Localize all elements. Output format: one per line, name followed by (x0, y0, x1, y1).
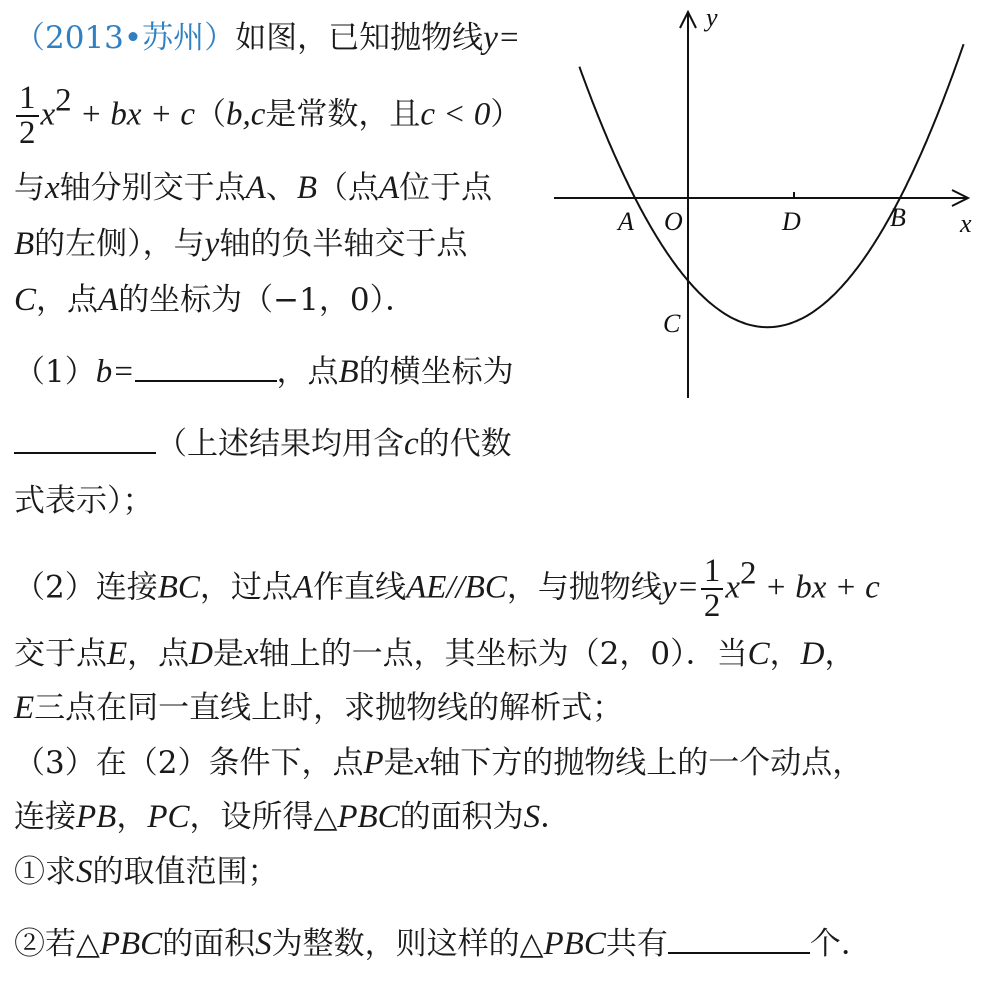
problem-line-2: $\frac{1}{2}$ $x^2$ + bx + c（b,c是常数，且c < 0） (14, 82, 521, 150)
label-x: x (960, 209, 972, 238)
answer-blank-count[interactable] (668, 948, 810, 954)
answer-blank-b[interactable] (135, 376, 277, 382)
parabola-figure (548, 0, 986, 405)
part1-line-2: （上述结果均用含c的代数 (14, 424, 512, 464)
label-a: A (618, 207, 634, 236)
problem-line-4: B的左侧），与y轴的负半轴交于点 (14, 226, 468, 262)
part3-line-1: （3）在（2）条件下，点P是x轴下方的抛物线上的一个动点， (14, 745, 864, 781)
part2-line-3: E三点在同一直线上时，求抛物线的解析式； (14, 690, 624, 726)
label-b: B (890, 203, 906, 232)
label-o: O (664, 207, 683, 236)
problem-line-3: 与x轴分别交于点A、B（点A位于点 (14, 170, 493, 206)
parabola-curve (579, 44, 963, 327)
part2-line-2: 交于点E，点D是x轴上的一点，其坐标为（2，0）．当C，D， (14, 636, 856, 672)
label-d: D (782, 207, 801, 236)
part2-line-1: （2）连接BC，过点A作直线AE//BC，与抛物线y= $\frac{1}{2}$ $x^2$ + bx + c (14, 553, 880, 624)
label-c: C (663, 309, 681, 338)
problem-source: （2013•苏州） (14, 20, 236, 56)
answer-blank-b-x[interactable] (14, 448, 156, 454)
part1-line-3: 式表示）； (14, 483, 154, 519)
problem-line-1: （2013•苏州）如图，已知抛物线y= (14, 20, 521, 56)
label-y: y (706, 3, 718, 32)
part1-line-1: （1）b= ，点B的横坐标为 (14, 354, 514, 390)
part3-question-1: ①求S的取值范围； (14, 854, 279, 890)
part3-question-2: ②若△PBC的面积S为整数，则这样的△PBC共有 个． (14, 926, 872, 962)
problem-line-5: C，点A的坐标为（−1，0）． (14, 282, 417, 318)
part3-line-2: 连接PB，PC，设所得△PBC的面积为S． (14, 799, 572, 835)
fraction-one-half-2: $\frac{1}{2}$ (701, 555, 724, 623)
intro-text: 如图，已知抛物线 (235, 20, 484, 56)
fraction-one-half: $\frac{1}{2}$ (16, 82, 39, 150)
